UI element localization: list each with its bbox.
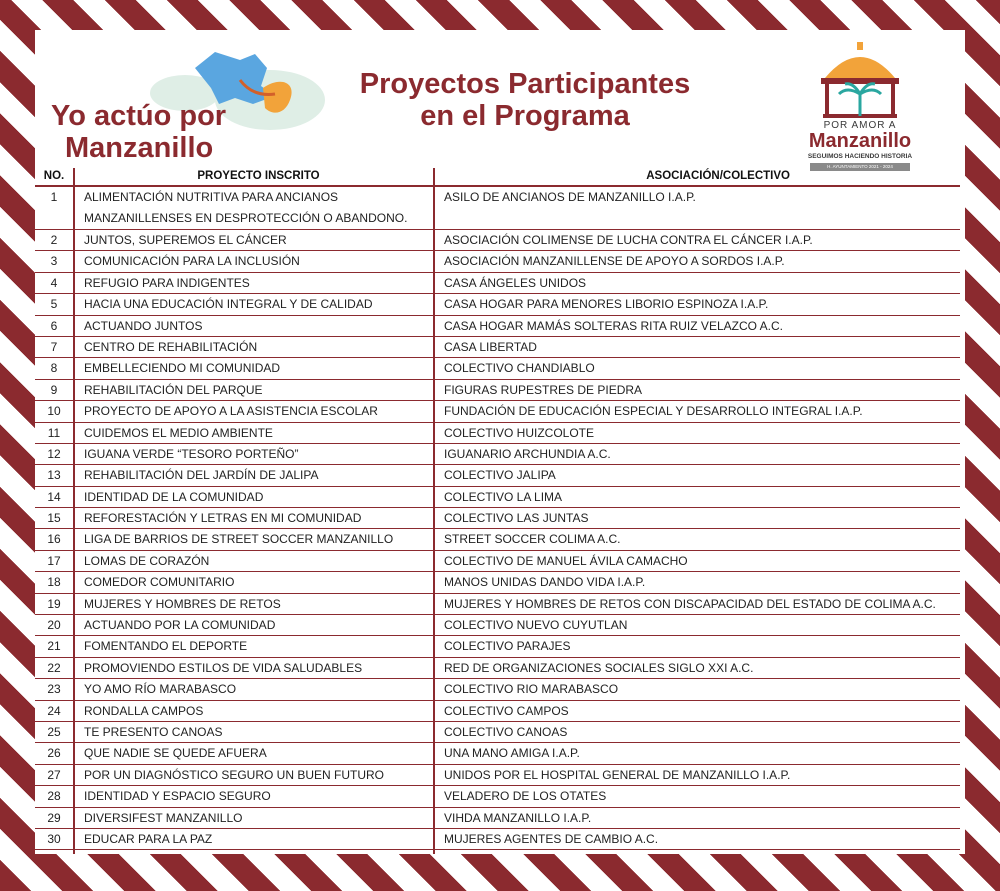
table-row — [35, 765, 960, 786]
row-number: 15 — [47, 511, 61, 526]
row-number: 1 — [50, 190, 58, 204]
row-association: COLECTIVO DE MANUEL ÁVILA CAMACHO — [444, 553, 688, 568]
row-association: MANOS UNIDAS DANDO VIDA I.A.P. — [444, 575, 646, 590]
row-number: 25 — [47, 724, 61, 739]
table-row — [35, 722, 960, 743]
row-association: COLECTIVO CHANDIABLO — [444, 361, 595, 376]
table-row — [35, 829, 960, 850]
row-project: REHABILITACIÓN DEL PARQUE — [84, 382, 263, 397]
row-association: COLECTIVO JALIPA — [444, 468, 556, 483]
title-line-2: en el Programa — [420, 100, 630, 132]
row-project: COMUNICACIÓN PARA LA INCLUSIÓN — [84, 254, 300, 269]
table-row — [35, 551, 960, 572]
row-number: 4 — [50, 275, 58, 290]
row-number: 30 — [47, 831, 61, 846]
row-association: VELADERO DE LOS OTATES — [444, 789, 607, 804]
table-row — [35, 487, 960, 508]
row-project: HACIA UNA EDUCACIÓN INTEGRAL Y DE CALIDAD — [84, 297, 373, 312]
row-number: 29 — [47, 810, 61, 825]
row-association: ASILO DE ANCIANOS DE MANZANILLO I.A.P. — [444, 190, 696, 204]
row-number: 24 — [47, 703, 61, 718]
table-row — [35, 615, 960, 636]
municipality-logo — [795, 38, 925, 173]
table-row — [35, 808, 960, 829]
table-row — [35, 316, 960, 337]
row-number: 7 — [50, 339, 58, 354]
table-row — [35, 529, 960, 550]
row-association: VIHDA MANZANILLO I.A.P. — [444, 810, 592, 825]
row-project: CUIDEMOS EL MEDIO AMBIENTE — [84, 425, 273, 440]
kiosk-palm-icon — [795, 38, 925, 120]
row-number: 19 — [47, 596, 61, 611]
row-association: MUJERES AGENTES DE CAMBIO A.C. — [444, 831, 659, 846]
row-number: 3 — [50, 254, 58, 269]
row-project: LOMAS DE CORAZÓN — [84, 553, 210, 568]
table-row — [35, 423, 960, 444]
row-association: CASA HOGAR MAMÁS SOLTERAS RITA RUIZ VELAZCO A.C. — [444, 318, 783, 333]
table-row — [35, 401, 960, 422]
row-project: POR UN DIAGNÓSTICO SEGURO UN BUEN FUTURO — [84, 767, 385, 782]
table-row — [35, 294, 960, 315]
row-association: UNIDOS POR EL HOSPITAL GENERAL DE MANZANILLO I.A.P. — [444, 767, 791, 782]
logo-slogan: SEGUIMOS HACIENDO HISTORIA — [807, 153, 913, 160]
row-association: STREET SOCCER COLIMA A.C. — [444, 532, 621, 547]
table-row — [35, 658, 960, 679]
row-project: ALIMENTACIÓN NUTRITIVA PARA ANCIANOS MANZANILLENSES EN DESPROTECCIÓN O ABANDONO. — [84, 190, 408, 225]
row-association: CASA LIBERTAD — [444, 339, 537, 354]
row-number: 2 — [50, 233, 58, 247]
header-proyecto: PROYECTO INSCRITO — [197, 170, 320, 182]
row-association: COLECTIVO RIO MARABASCO — [444, 682, 619, 697]
row-project: CENTRO DE REHABILITACIÓN — [84, 339, 258, 354]
table-row — [35, 273, 960, 294]
brand-line-2: Manzanillo — [65, 132, 214, 164]
row-project: EDUCAR PARA LA PAZ — [84, 831, 213, 846]
table-row — [35, 636, 960, 657]
row-number: 16 — [47, 532, 61, 547]
row-project: REFORESTACIÓN Y LETRAS EN MI COMUNIDAD — [84, 511, 362, 526]
row-number: 21 — [47, 639, 61, 654]
row-number: 26 — [47, 746, 61, 761]
row-number: 5 — [50, 297, 58, 312]
page-title — [305, 68, 745, 132]
row-association: COLECTIVO HUIZCOLOTE — [444, 425, 595, 440]
title-line-1: Proyectos Participantes — [359, 68, 691, 100]
table-row — [35, 187, 960, 230]
row-project: IDENTIDAD DE LA COMUNIDAD — [84, 489, 264, 504]
row-association: ASOCIACIÓN MANZANILLENSE DE APOYO A SORDOS I.A.P. — [444, 254, 785, 269]
row-association: COLECTIVO CANOAS — [444, 724, 568, 739]
row-number: 23 — [47, 682, 61, 697]
row-number: 18 — [47, 575, 61, 590]
row-association: COLECTIVO PARAJES — [444, 639, 571, 654]
row-project: COMEDOR COMUNITARIO — [84, 575, 235, 590]
row-association: IGUANARIO ARCHUNDIA A.C. — [444, 446, 611, 461]
row-project: IDENTIDAD Y ESPACIO SEGURO — [84, 789, 271, 804]
row-association: CASA HOGAR PARA MENORES LIBORIO ESPINOZA I.A.P. — [444, 297, 769, 312]
header-no: NO. — [43, 170, 65, 182]
row-number: 22 — [47, 660, 61, 675]
row-association: UNA MANO AMIGA I.A.P. — [444, 746, 580, 761]
row-number: 13 — [47, 468, 61, 483]
row-project: DIVERSIFEST MANZANILLO — [84, 810, 243, 825]
row-project: QUE NADIE SE QUEDE AFUERA — [84, 746, 267, 761]
header-asociacion: ASOCIACIÓN/COLECTIVO — [646, 170, 790, 182]
row-project: PROMOVIENDO ESTILOS DE VIDA SALUDABLES — [84, 660, 363, 675]
logo-bar: H. AYUNTAMIENTO 2021 - 2024 — [810, 163, 910, 171]
table-row — [35, 508, 960, 529]
row-number: 28 — [47, 789, 61, 804]
row-project: REFUGIO PARA INDIGENTES — [84, 275, 250, 290]
table-row — [35, 701, 960, 722]
row-association: COLECTIVO NUEVO CUYUTLAN — [444, 618, 628, 633]
table-header — [35, 168, 960, 187]
row-association: FIGURAS RUPESTRES DE PIEDRA — [444, 382, 643, 397]
row-project: FOMENTANDO EL DEPORTE — [84, 639, 248, 654]
table-row — [35, 444, 960, 465]
table-row — [35, 594, 960, 615]
row-association: COLECTIVO LAS JUNTAS — [444, 511, 589, 526]
row-number: 8 — [50, 361, 58, 376]
row-association: ASOCIACIÓN COLIMENSE DE LUCHA CONTRA EL CÁNCER I.A.P. — [444, 233, 813, 247]
document-card — [35, 30, 965, 854]
row-project: LIGA DE BARRIOS DE STREET SOCCER MANZANILLO — [84, 532, 394, 547]
row-project: EMBELLECIENDO MI COMUNIDAD — [84, 361, 281, 376]
program-brand — [35, 38, 325, 163]
row-project: YO AMO RÍO MARABASCO — [84, 682, 237, 697]
row-number: 9 — [50, 382, 58, 397]
table-row — [35, 230, 960, 251]
table-row — [35, 251, 960, 272]
table-row — [35, 786, 960, 807]
row-project: ACTUANDO POR LA COMUNIDAD — [84, 618, 276, 633]
row-project: IGUANA VERDE “TESORO PORTEÑO” — [84, 446, 299, 461]
row-association: FUNDACIÓN DE EDUCACIÓN ESPECIAL Y DESARROLLO INTEGRAL I.A.P. — [444, 404, 863, 419]
row-number: 12 — [47, 446, 61, 461]
row-project: REHABILITACIÓN DEL JARDÍN DE JALIPA — [84, 468, 319, 483]
logo-por-amor: POR AMOR A — [823, 120, 897, 131]
row-project: RONDALLA CAMPOS — [84, 703, 204, 718]
table-row — [35, 572, 960, 593]
row-association: COLECTIVO LA LIMA — [444, 489, 563, 504]
row-number: 10 — [47, 404, 61, 419]
row-project: MUJERES Y HOMBRES DE RETOS — [84, 596, 281, 611]
table-row — [35, 465, 960, 486]
row-number: 11 — [47, 425, 61, 440]
row-number: 14 — [47, 489, 61, 504]
row-association: CASA ÁNGELES UNIDOS — [444, 275, 587, 290]
row-association: MUJERES Y HOMBRES DE RETOS CON DISCAPACIDAD DEL ESTADO DE COLIMA A.C. — [444, 596, 936, 611]
table-row — [35, 743, 960, 764]
row-project: JUNTOS, SUPEREMOS EL CÁNCER — [84, 233, 287, 247]
row-number: 20 — [47, 618, 61, 633]
projects-table — [35, 168, 960, 854]
table-row — [35, 380, 960, 401]
table-row — [35, 679, 960, 700]
table-row — [35, 337, 960, 358]
logo-name: Manzanillo — [808, 130, 912, 152]
row-project: ACTUANDO JUNTOS — [84, 318, 203, 333]
row-project: PROYECTO DE APOYO A LA ASISTENCIA ESCOLAR — [84, 404, 378, 419]
row-number: 27 — [47, 767, 61, 782]
table-row — [35, 358, 960, 379]
row-number: 6 — [50, 318, 58, 333]
row-number: 17 — [47, 553, 61, 568]
row-association: COLECTIVO CAMPOS — [444, 703, 569, 718]
brand-line-1: Yo actúo por — [51, 100, 227, 132]
row-project: TE PRESENTO CANOAS — [84, 724, 223, 739]
table-body — [35, 187, 960, 850]
row-association: RED DE ORGANIZACIONES SOCIALES SIGLO XXI A.C. — [444, 660, 754, 675]
